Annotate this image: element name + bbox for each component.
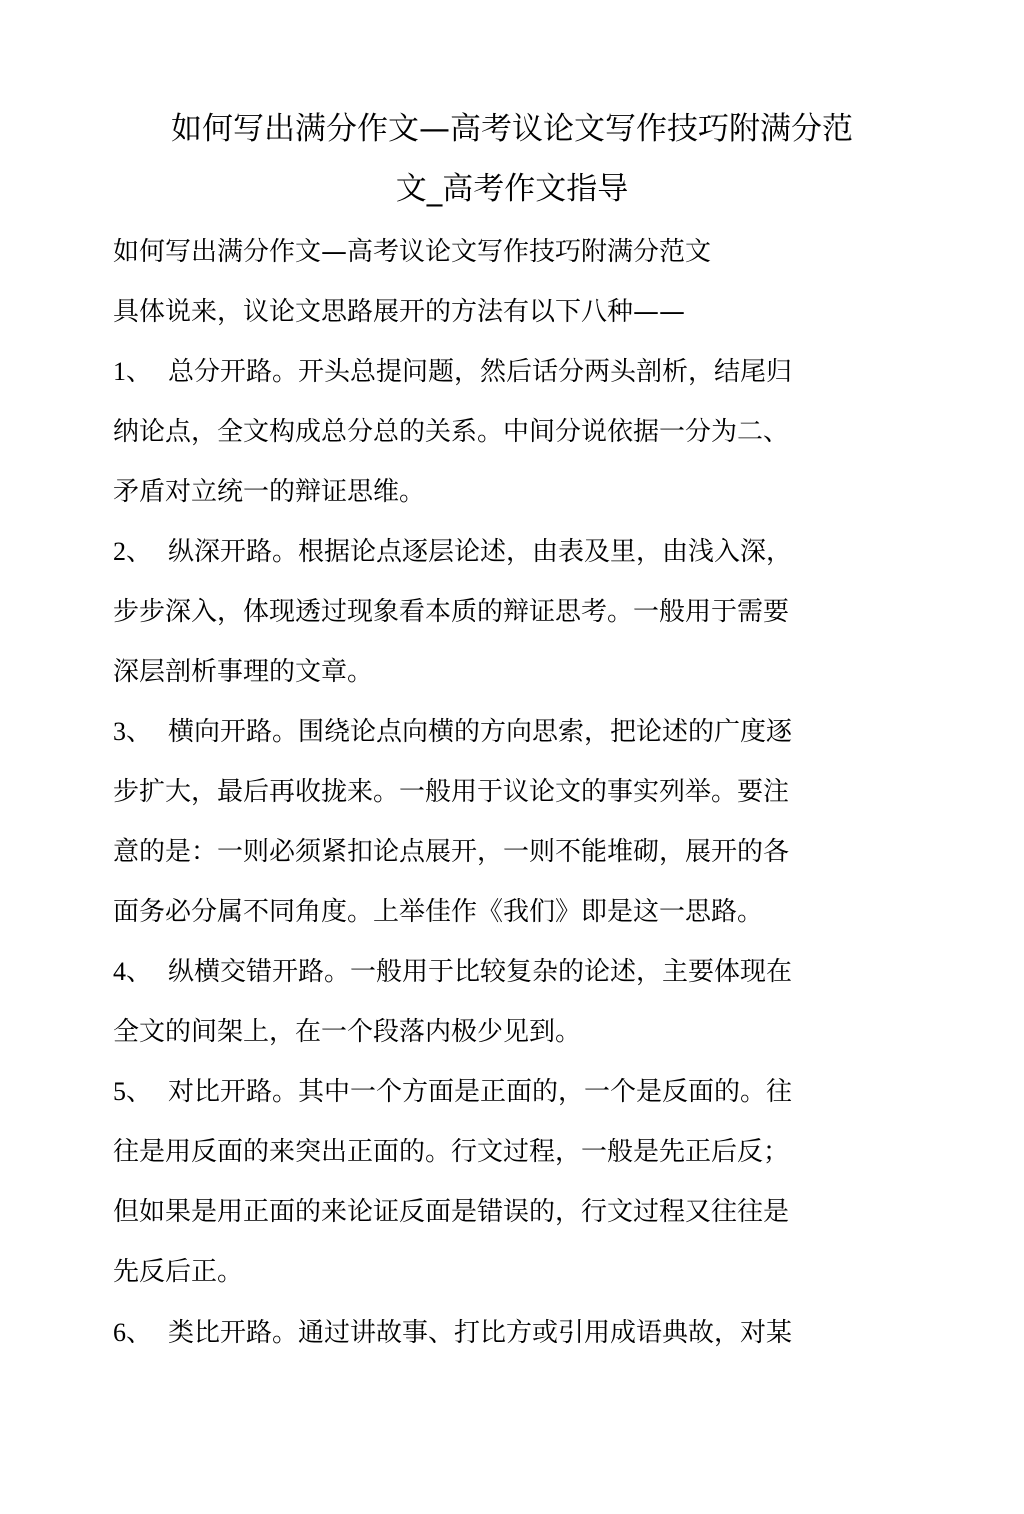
list-item-3-number: 3、 [113, 717, 153, 746]
list-item-2-line-1 [113, 535, 792, 569]
list-item-text: 类比开路。通过讲故事、打比方或引用成语典故，对某 [168, 1318, 793, 1348]
list-item-3-line-3: 意的是：一则必须紧扣论点展开，一则不能堆砌，展开的各 [113, 837, 790, 867]
list-item-3-line-4: 面务必分属不同角度。上举佳作《我们》即是这一思路。 [113, 897, 764, 927]
document-subtitle: 如何写出满分作文—高考议论文写作技巧附满分范文 [113, 237, 712, 267]
list-item-4-line-2: 全文的间架上，在一个段落内极少见到。 [113, 1017, 582, 1047]
list-item-text: 总分开路。开头总提问题，然后话分两头剖析，结尾归 [168, 357, 793, 387]
list-item-1-line-2: 纳论点，全文构成总分总的关系。中间分说依据一分为二、 [113, 417, 790, 447]
list-item-2-line-3: 深层剖析事理的文章。 [113, 657, 374, 687]
document-title-line-1: 如何写出满分作文—高考议论文写作技巧附满分范 [171, 111, 853, 147]
list-item-4-line-1 [113, 955, 792, 989]
list-item-1-line-3: 矛盾对立统一的辩证思维。 [113, 477, 426, 507]
list-item-6-number: 6、 [113, 1318, 153, 1347]
list-item-5-line-1 [113, 1075, 792, 1109]
list-item-5-line-2: 往是用反面的来突出正面的。行文过程，一般是先正后反； [113, 1137, 790, 1167]
list-item-3-line-1 [113, 715, 792, 749]
list-item-5-number: 5、 [113, 1077, 153, 1106]
list-item-text: 纵深开路。根据论点逐层论述，由表及里，由浅入深， [168, 537, 793, 567]
list-item-3-line-2: 步扩大，最后再收拢来。一般用于议论文的事实列举。要注 [113, 777, 790, 807]
list-item-text: 横向开路。围绕论点向横的方向思索，把论述的广度逐 [168, 717, 793, 747]
list-item-1-line-1 [113, 355, 792, 389]
list-item-6-line-1 [113, 1316, 792, 1350]
list-item-2-number: 2、 [113, 537, 153, 566]
list-item-5-line-4: 先反后正。 [113, 1257, 244, 1287]
list-item-5-line-3: 但如果是用正面的来论证反面是错误的，行文过程又往往是 [113, 1197, 790, 1227]
document-title-line-2: 文_高考作文指导 [395, 171, 629, 207]
list-item-text: 对比开路。其中一个方面是正面的，一个是反面的。往 [168, 1077, 793, 1107]
list-item-text: 纵横交错开路。一般用于比较复杂的论述，主要体现在 [168, 957, 793, 987]
list-item-2-line-2: 步步深入，体现透过现象看本质的辩证思考。一般用于需要 [113, 597, 790, 627]
intro-paragraph: 具体说来，议论文思路展开的方法有以下八种—— [113, 297, 686, 327]
list-item-4-number: 4、 [113, 957, 153, 986]
list-item-1-number: 1、 [113, 357, 153, 386]
